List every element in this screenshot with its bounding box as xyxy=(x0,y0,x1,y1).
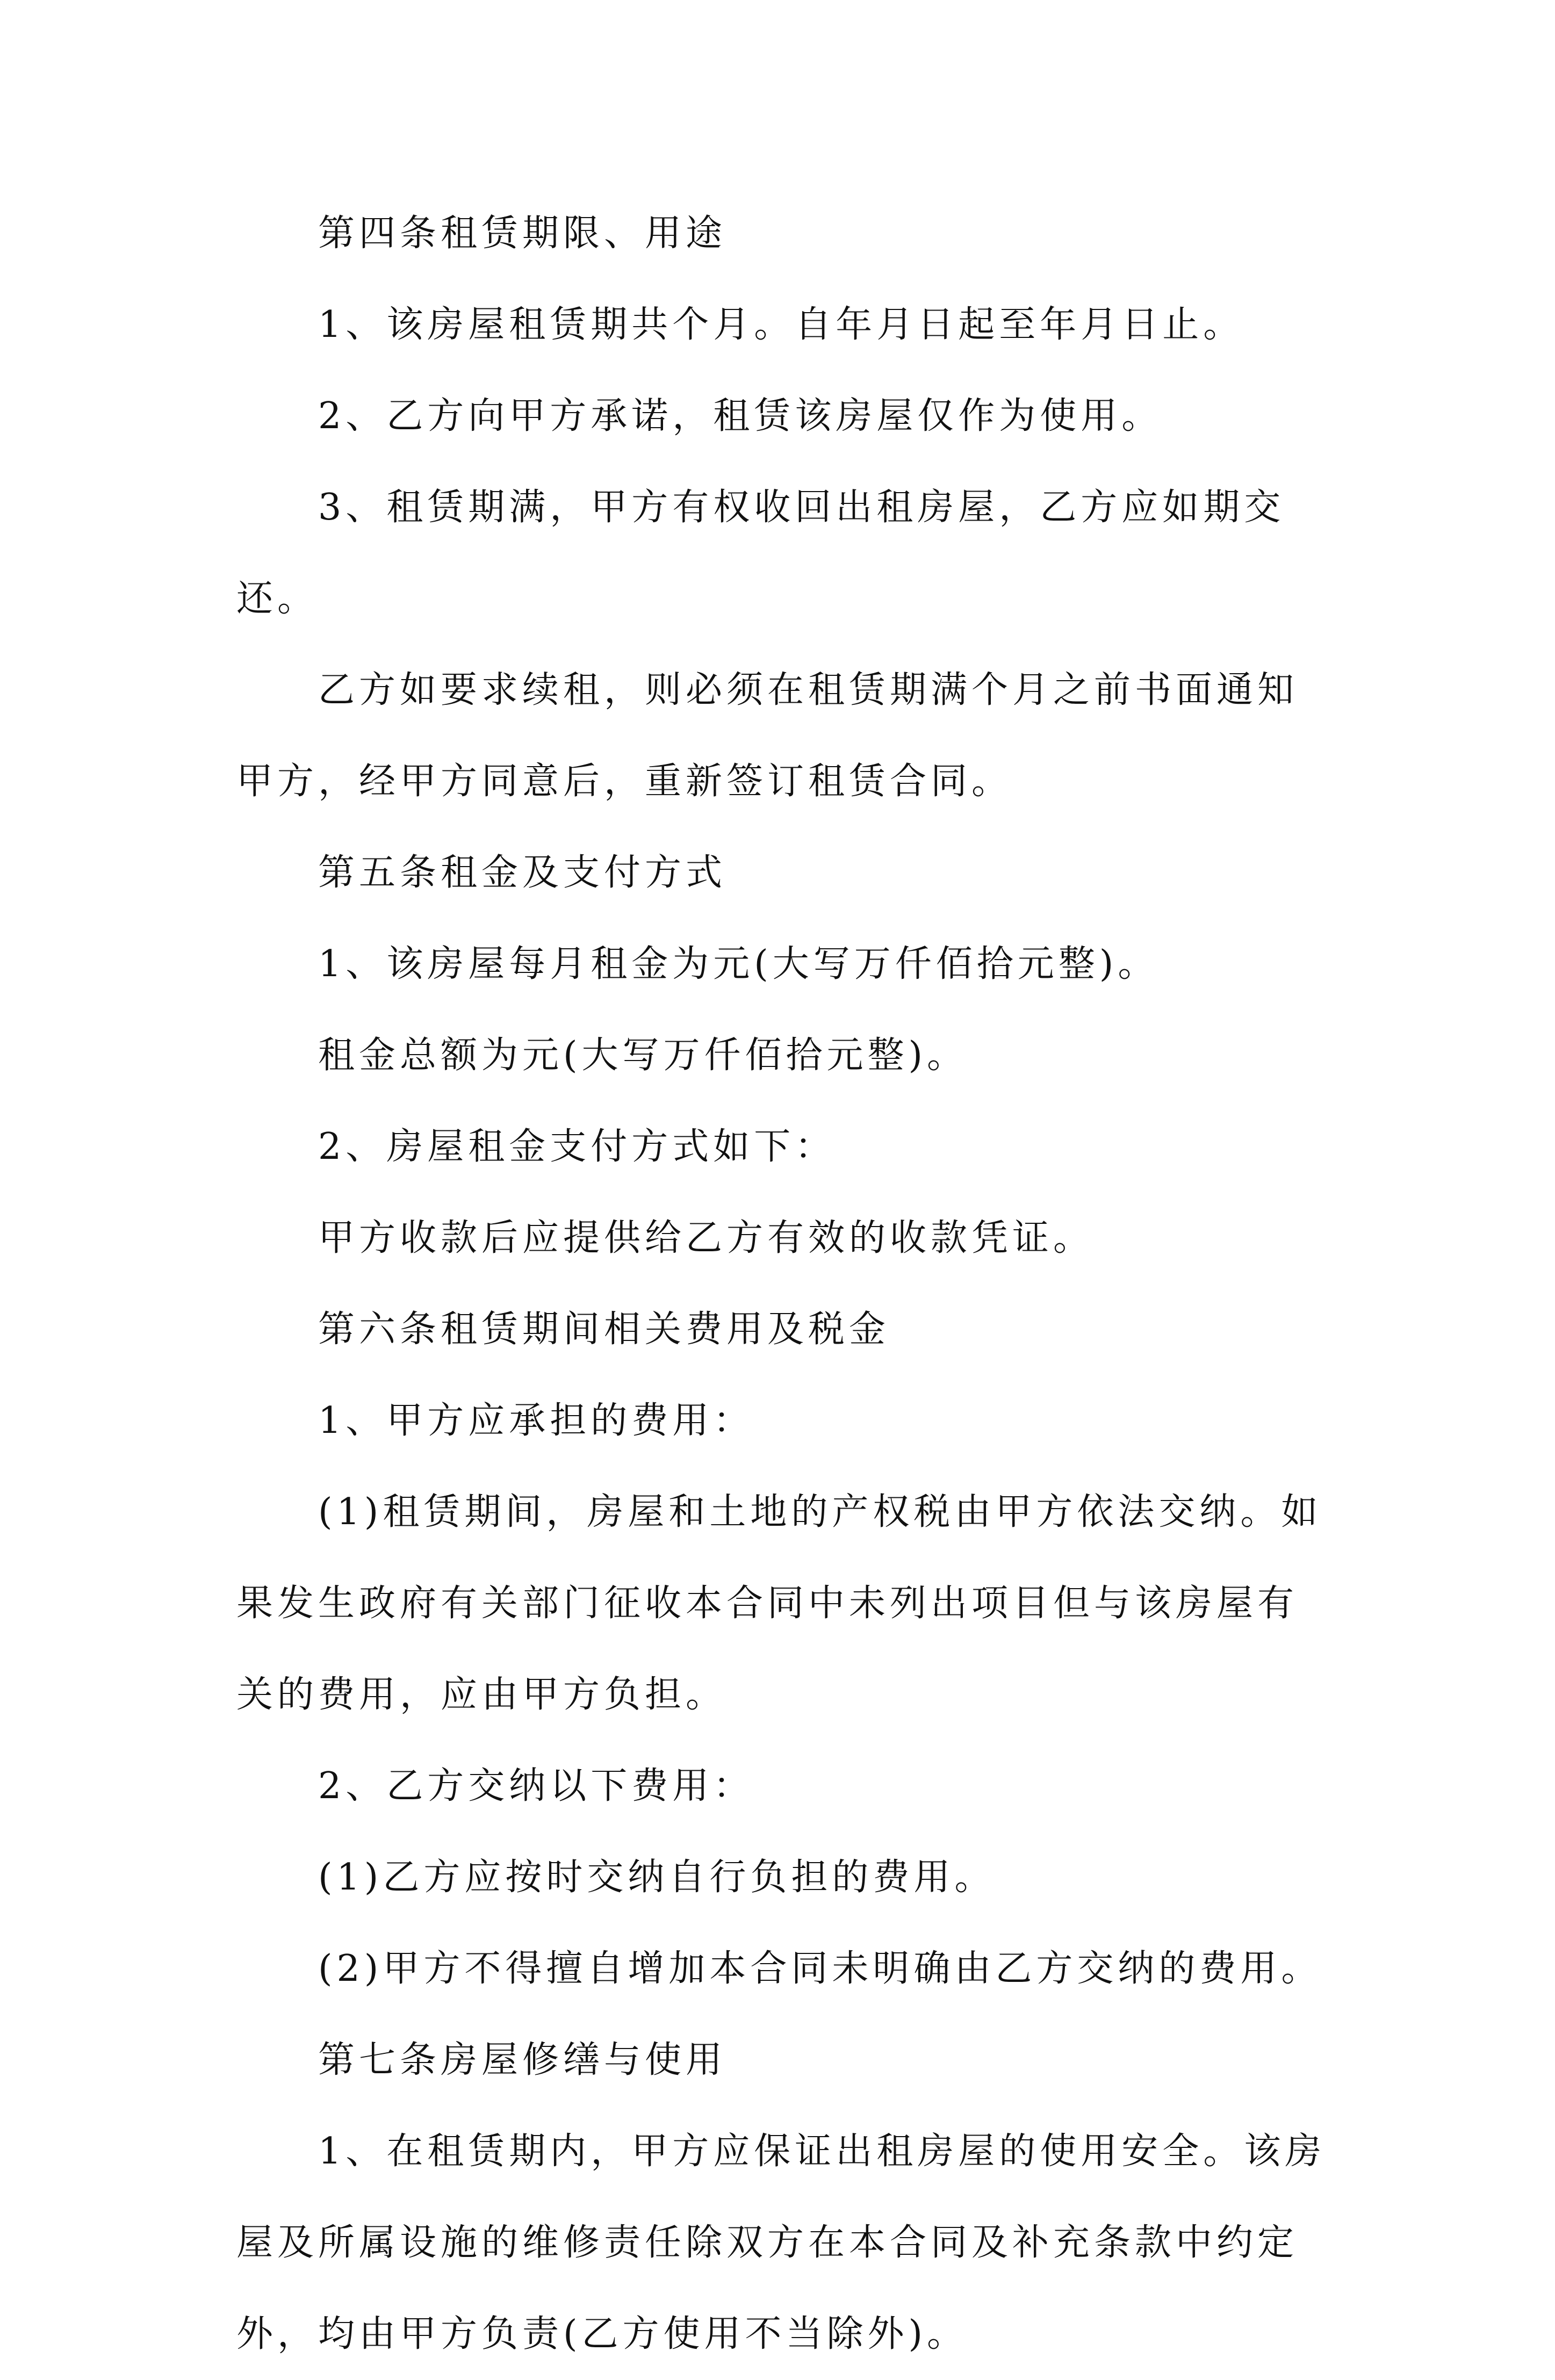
article-5-clause-2: 2、房屋租金支付方式如下： xyxy=(318,1126,836,1168)
article-5-heading: 第五条租金及支付方式 xyxy=(318,852,727,894)
article-4-clause-2: 2、乙方向甲方承诺，租赁该房屋仅作为使用。 xyxy=(318,395,1163,437)
article-6-clause-2: 2、乙方交纳以下费用： xyxy=(318,1765,754,1807)
article-4-heading: 第四条租赁期限、用途 xyxy=(318,212,727,255)
article-6-clause-1: 1、甲方应承担的费用： xyxy=(318,1400,754,1442)
article-4-clause-3: 3、租赁期满，甲方有权收回出租房屋，乙方应如期交还。 xyxy=(236,486,1285,620)
article-4-clause-1: 1、该房屋租赁期共个月。自年月日起至年月日止。 xyxy=(318,304,1244,346)
article-5-receipt: 甲方收款后应提供给乙方有效的收款凭证。 xyxy=(318,1217,1095,1259)
article-6-clause-1-item-1: (1)租赁期间，房屋和土地的产权税由甲方依法交纳。如果发生政府有关部门征收本合同中未列出项目但与该房屋有关的费用，应由甲方负担。 xyxy=(236,1491,1322,1716)
article-6-clause-2-item-2: (2)甲方不得擅自增加本合同未明确由乙方交纳的费用。 xyxy=(318,1948,1322,1990)
article-7-clause-1: 1、在租赁期内，甲方应保证出租房屋的使用安全。该房屋及所属设施的维修责任除双方在本合同及补充条款中约定外，均由甲方负责(乙方使用不当除外)。 xyxy=(236,2130,1326,2355)
article-5-clause-1: 1、该房屋每月租金为元(大写万仟佰拾元整)。 xyxy=(318,943,1159,985)
article-5-total-rent: 租金总额为元(大写万仟佰拾元整)。 xyxy=(318,1034,968,1077)
article-6-clause-2-item-1: (1)乙方应按时交纳自行负担的费用。 xyxy=(318,1856,996,1899)
article-7-heading: 第七条房屋修缮与使用 xyxy=(318,2039,727,2081)
contract-text xyxy=(236,188,1333,2380)
article-6-heading: 第六条租赁期间相关费用及税金 xyxy=(318,1308,890,1351)
article-4-renewal: 乙方如要求续租，则必须在租赁期满个月之前书面通知甲方，经甲方同意后，重新签订租赁合同。 xyxy=(236,669,1299,803)
